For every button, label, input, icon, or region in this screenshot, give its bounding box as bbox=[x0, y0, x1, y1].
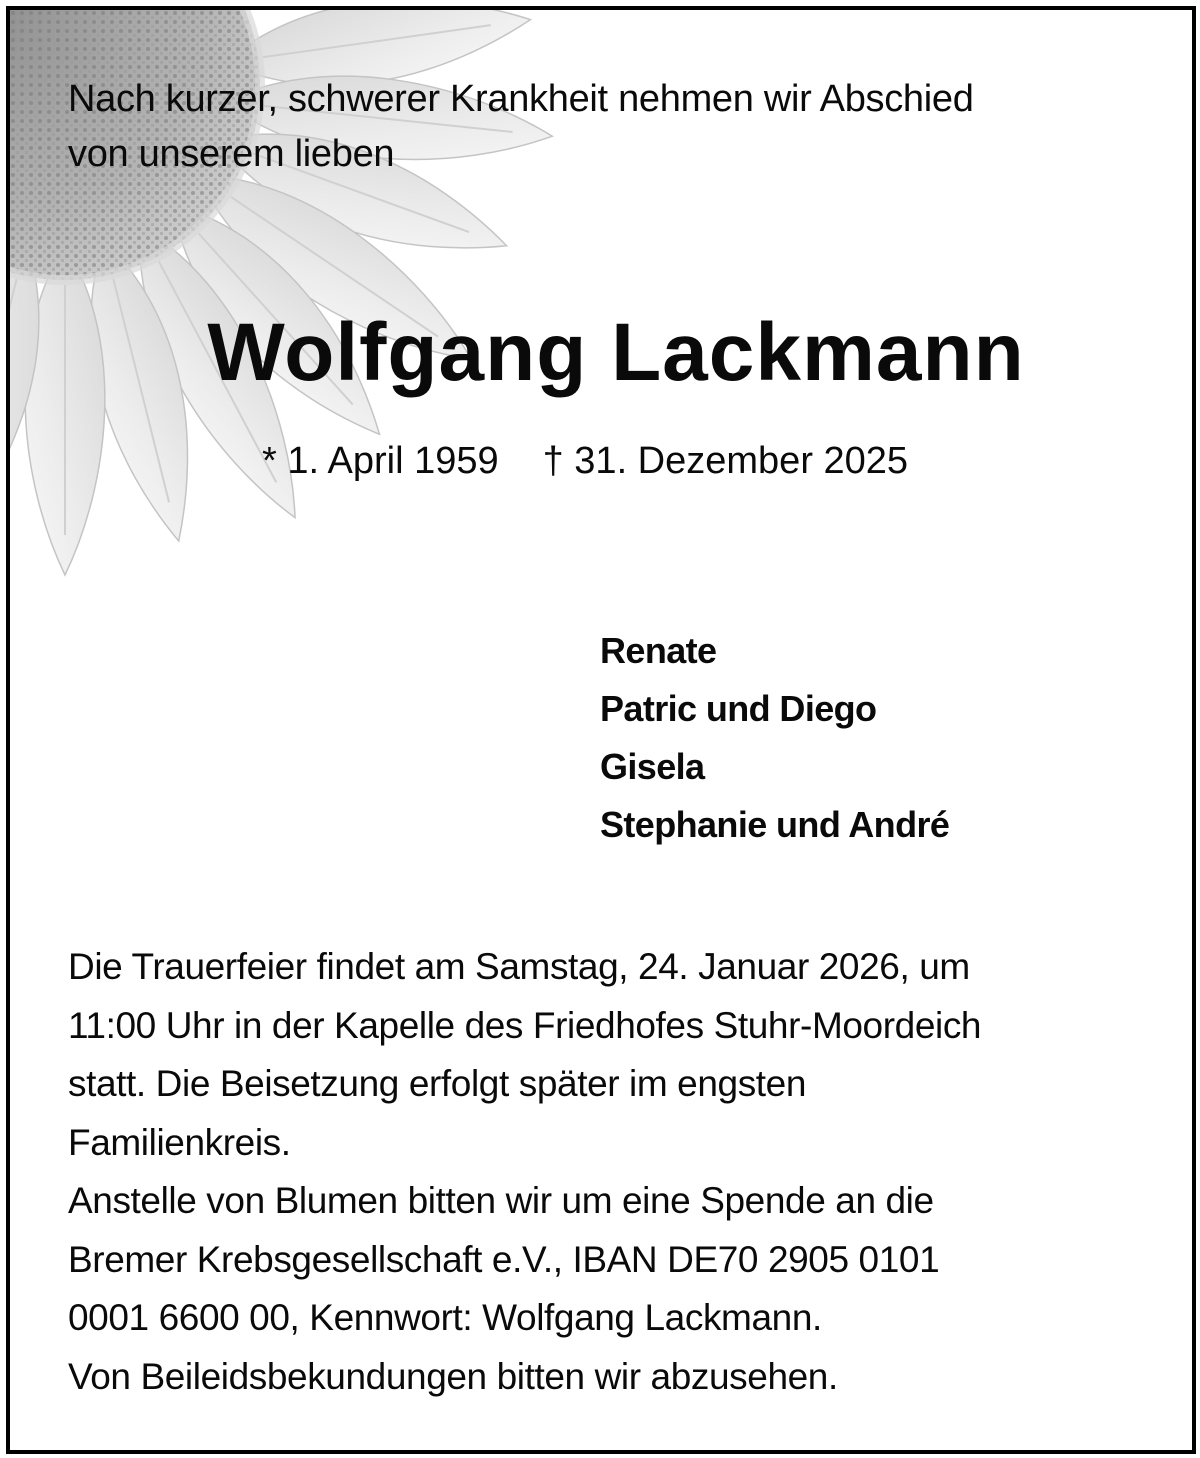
details-line: Anstelle von Blumen bitten wir um eine Spende an die bbox=[68, 1180, 934, 1221]
deceased-name: Wolfgang Lackmann bbox=[207, 307, 1025, 398]
details-line: 11:00 Uhr in der Kapelle des Friedhofes Stuhr-Moordeich bbox=[68, 1004, 982, 1046]
details-line: statt. Die Beisetzung erfolgt später im engsten bbox=[68, 1063, 807, 1104]
death-date: † 31. Dezember 2025 bbox=[542, 440, 909, 482]
life-dates bbox=[262, 440, 908, 483]
mourner-name: Patric und Diego bbox=[600, 688, 877, 729]
intro-line: Nach kurzer, schwerer Krankheit nehmen wir Abschied bbox=[68, 78, 974, 120]
intro-text bbox=[68, 72, 974, 182]
details-line: Von Beileidsbekundungen bitten wir abzusehen. bbox=[68, 1355, 838, 1397]
mourner-name: Stephanie und André bbox=[600, 804, 950, 845]
funeral-details bbox=[68, 938, 981, 1406]
details-line: Die Trauerfeier findet am Samstag, 24. Januar 2026, um bbox=[68, 946, 970, 987]
details-line: Bremer Krebsgesellschaft e.V., IBAN DE70 2905 0101 bbox=[68, 1238, 940, 1280]
birth-date: * 1. April 1959 bbox=[262, 440, 499, 482]
details-line: Familienkreis. bbox=[68, 1121, 291, 1163]
mourner-name: Renate bbox=[600, 630, 717, 671]
obituary-notice bbox=[6, 6, 1196, 1454]
mourners-list bbox=[600, 622, 949, 854]
details-line: 0001 6600 00, Kennwort: Wolfgang Lackmann. bbox=[68, 1297, 822, 1338]
intro-line: von unserem lieben bbox=[68, 133, 395, 175]
mourner-name: Gisela bbox=[600, 746, 705, 787]
